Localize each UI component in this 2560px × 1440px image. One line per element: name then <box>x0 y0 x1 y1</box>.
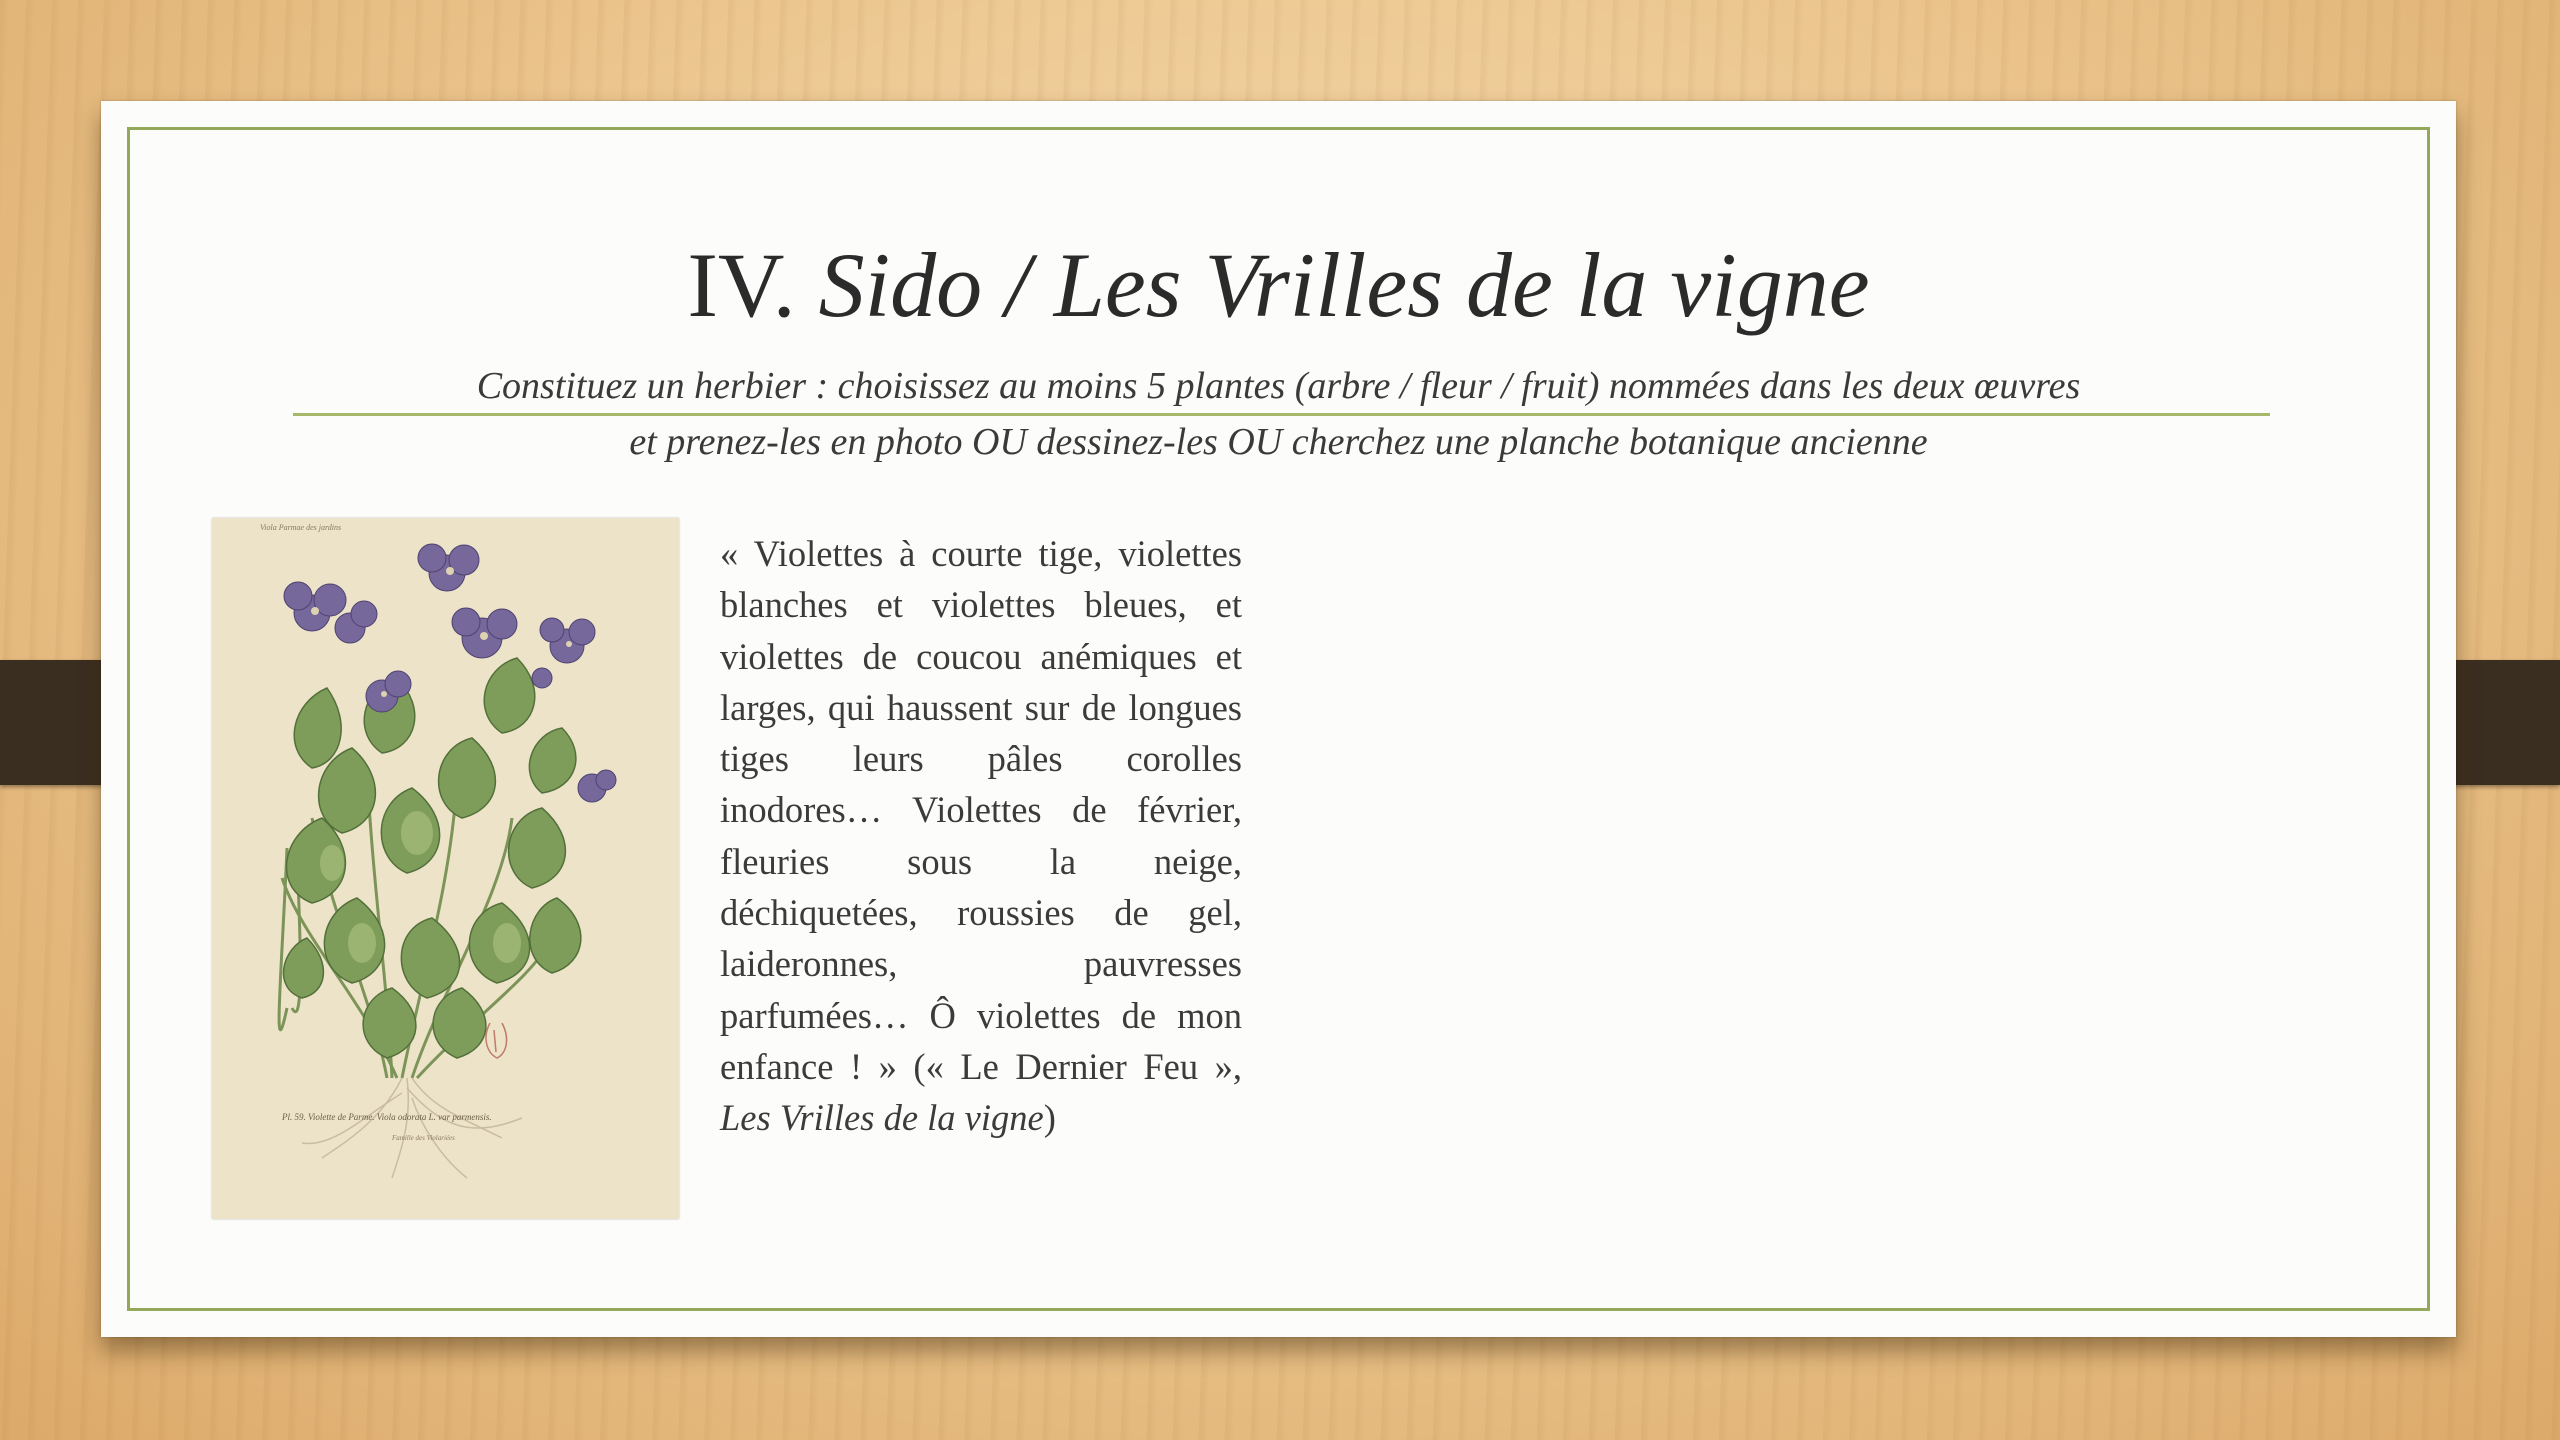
plate-header: Viola Parmae des jardins <box>260 523 342 532</box>
quote-text-block <box>720 528 1242 1144</box>
title-rule <box>293 413 2270 416</box>
quote-source-italic: Les Vrilles de la vigne <box>720 1097 1044 1139</box>
plate-caption: Pl. 59. Violette de Parme. Viola odorata L. var parmensis. <box>282 1112 492 1122</box>
plate-family: Famille des Violariées <box>392 1134 455 1142</box>
title-italic: Sido / Les Vrilles de la vigne <box>818 234 1870 336</box>
slide-card <box>101 101 2456 1337</box>
botanical-plate-image <box>212 518 679 1219</box>
title-prefix: IV. <box>687 234 819 336</box>
quote-source-close: ) <box>1043 1097 1056 1139</box>
subtitle-line-2: et prenez-les en photo OU dessinez-les OU cherchez une planche botanique ancienne <box>629 421 1928 463</box>
quote-body: « Violettes à courte tige, violettes blanches et violettes bleues, et violettes de coucou anémiques et larges, qui haussent sur de longues tiges leurs pâles corolles inodores… Violettes de février, fleuries sous la neige, déchiquetées, roussies de gel, laideronnes, pauvresses parfumées… Ô violettes de mon enfance ! » <box>720 533 1242 1087</box>
slide-title <box>101 234 2456 336</box>
subtitle-line-1: Constituez un herbier : choisissez au moins 5 plantes (arbre / fleur / fruit) nommées dans les deux œuvres <box>476 365 2081 407</box>
quote-source-open: (« Le Dernier Feu », <box>913 1045 1242 1087</box>
